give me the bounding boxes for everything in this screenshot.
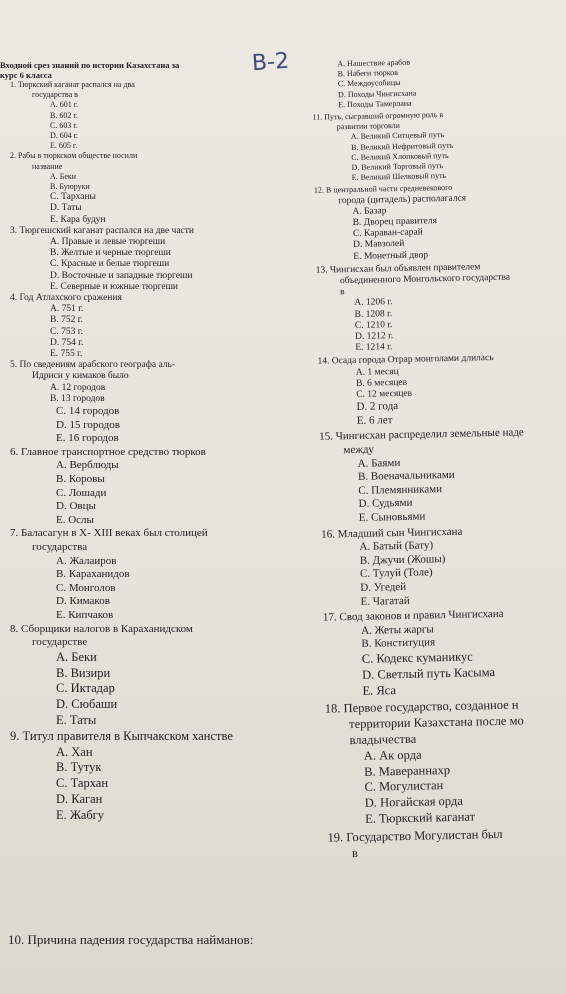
answer-option: В. Тутук xyxy=(56,760,102,775)
question-text: города (цитадель) располагался xyxy=(338,193,467,206)
answer-option: D. 604 г. xyxy=(50,131,79,140)
answer-option: В. Набеги тюрков xyxy=(337,68,399,79)
answer-option: С. Иктадар xyxy=(56,681,115,696)
question-text: 2. Рабы в тюркском обществе носили xyxy=(10,151,138,161)
answer-option: В. Коровы xyxy=(56,473,105,485)
answer-option: С. Племянниками xyxy=(358,482,443,497)
question-text: 11. Путь, сыгравший огромную роль в xyxy=(312,110,444,122)
question-text: 5. По сведениям арабского географа аль- xyxy=(10,360,175,371)
answer-option: А. Жалаиров xyxy=(56,554,117,567)
question-text: 17. Свод законов и правил Чингисхана xyxy=(322,608,504,624)
question-text: в xyxy=(340,287,345,298)
answer-option: С. Великий Хлопковый путь xyxy=(351,150,449,162)
answer-option: С. 1210 г. xyxy=(354,319,393,331)
answer-option: А. 1 месяц xyxy=(355,366,399,378)
question-text: название xyxy=(32,161,63,171)
answer-option: D. 2 года xyxy=(356,400,399,414)
question-text: 14. Осада города Отрар монголами длилась xyxy=(317,353,494,368)
answer-option: D. Восточные и западные тюргеши xyxy=(50,270,193,281)
answer-option: В. Караханидов xyxy=(56,568,130,581)
answer-option: А. Великий Ситцевый путь xyxy=(350,130,445,142)
question-10: 10. Причина падения государства найманов: xyxy=(8,932,254,947)
answer-option: Е. Кипчаков xyxy=(56,609,114,621)
answer-option: А. Верблюды xyxy=(56,459,119,472)
answer-option: D. Судьями xyxy=(358,497,413,511)
header-title: Входной срез знаний по истории Казахстана за xyxy=(0,60,180,70)
answer-option: Е. Ослы xyxy=(56,513,94,526)
answer-option: D. Мавзолей xyxy=(353,239,405,251)
answer-option: С. 603 г. xyxy=(50,120,78,130)
answer-option: Е. 16 городов xyxy=(56,432,119,445)
answer-option: D. Сюбаши xyxy=(56,697,118,712)
answer-option: Е. Таты xyxy=(56,713,97,727)
question-text: 19. Государство Могулистан был xyxy=(327,826,503,845)
answer-option: Е. 6 лет xyxy=(356,413,393,427)
answer-option: D. 15 городов xyxy=(56,418,120,431)
answer-option: В. 6 месяцев xyxy=(355,377,408,389)
answer-option: В. Джучи (Жошы) xyxy=(359,552,446,567)
answer-option: D. Походы Чингисхана xyxy=(337,88,417,99)
answer-option: D. Ногайская орда xyxy=(364,793,463,811)
answer-option: D. 1212 г. xyxy=(354,331,394,342)
answer-option: D. Каган xyxy=(56,792,103,806)
answer-option: А. Беки xyxy=(56,649,97,664)
question-text: объединенного Монгольского государства xyxy=(339,272,511,287)
answer-option: Е. Походы Тамерлана xyxy=(338,98,412,110)
answer-option: А. Правые и левые тюргеши xyxy=(50,237,166,247)
question-text: 12. В центральной части средневекового xyxy=(313,183,453,196)
question-text: между xyxy=(343,443,375,457)
question-text: территории Казахстана после мо xyxy=(349,713,524,732)
question-text: владычества xyxy=(349,731,417,748)
answer-option: С. Междоусобицы xyxy=(337,78,401,89)
answer-option: А. Баями xyxy=(357,456,401,470)
answer-option: В. Военачальниками xyxy=(357,469,455,484)
answer-option: Е. Северные и южные тюргеши xyxy=(50,281,179,292)
answer-option: Е. Монетный двор xyxy=(353,249,429,262)
answer-option: Е. Кара будун xyxy=(50,214,106,225)
question-text: 7. Баласагун в Х- XIII веках был столицей xyxy=(10,527,208,540)
answer-option: А. Жеты жаргы xyxy=(361,623,434,637)
answer-option: С. Могулистан xyxy=(364,778,444,795)
answer-option: С. Монголов xyxy=(56,581,116,594)
answer-option: D. Угедей xyxy=(360,580,407,594)
question-text: 13. Чингисхан был объявлен правителем xyxy=(315,262,481,276)
answer-option: А. Ак орда xyxy=(363,747,422,763)
answer-option: D. Таты xyxy=(50,203,82,214)
answer-option: С. Кодекс куманикус xyxy=(361,649,473,666)
question-text: государстве xyxy=(32,636,88,649)
answer-option: Е. 755 г. xyxy=(50,349,83,359)
question-text: государства xyxy=(32,541,88,553)
answer-option: А. 12 городов xyxy=(50,382,106,393)
question-text: в xyxy=(351,845,358,860)
answer-option: А. Нашествие арабов xyxy=(337,57,411,69)
question-text: 6. Главное транспортное средство тюрков xyxy=(10,445,206,458)
answer-option: Е. 605 г. xyxy=(50,141,78,151)
answer-option: В. Буюруки xyxy=(50,182,90,191)
answer-option: А. 1206 г. xyxy=(354,297,393,309)
answer-option: D. Светлый путь Касыма xyxy=(361,664,496,682)
question-text: 1. Тюркский каганат распался на два xyxy=(10,80,135,89)
answer-option: Е. Жабгу xyxy=(56,807,105,822)
answer-option: В. Великий Нефритовый путь xyxy=(350,140,454,152)
answer-option: А. 751 г. xyxy=(50,304,84,315)
answer-option: А. Батый (Бату) xyxy=(359,539,434,554)
answer-option: Е. 1214 г. xyxy=(355,342,393,354)
question-text: 4. Год Атлахского сражения xyxy=(10,293,122,303)
answer-option: Е. Великий Шелковый путь xyxy=(351,171,447,183)
answer-option: А. Беки xyxy=(50,171,77,181)
answer-option: С. Тулуй (Толе) xyxy=(359,566,433,581)
answer-option: В. 13 городов xyxy=(50,393,105,404)
answer-option: С. Тархан xyxy=(56,776,109,791)
answer-option: Е. Сыновьями xyxy=(358,510,426,524)
answer-option: С. 12 месяцев xyxy=(356,388,413,400)
answer-option: С. 14 городов xyxy=(56,405,120,417)
answer-option: А. Базар xyxy=(352,206,387,217)
answer-option: А. Хан xyxy=(56,744,93,759)
question-text: 18. Первое государство, созданное н xyxy=(324,697,519,717)
question-text: 16. Младший сын Чингисхана xyxy=(321,525,463,541)
question-text: 15. Чингисхан распределил земельные наде xyxy=(319,426,524,444)
answer-option: В. 752 г. xyxy=(50,315,83,326)
question-text: государства в xyxy=(32,90,78,100)
question-text: 9. Титул правителя в Кыпчакском ханстве xyxy=(10,728,233,743)
answer-option: D. 754 г. xyxy=(50,337,84,348)
answer-option: С. Лошади xyxy=(56,486,107,499)
answer-option: В. 1208 г. xyxy=(354,308,393,320)
answer-option: В. Конституция xyxy=(361,636,436,651)
answer-option: В. Визири xyxy=(56,665,111,680)
question-text: 3. Тюргешский каганат распался на две части xyxy=(10,225,194,236)
handwritten-variant: В-2 xyxy=(251,48,290,77)
header-subtitle: курс 6 класса xyxy=(0,70,52,80)
answer-option: А. 601 г. xyxy=(50,100,79,110)
question-text: развитии торговли xyxy=(336,121,400,132)
answer-option: D. Овцы xyxy=(56,500,96,513)
answer-option: В. Желтые и черные тюргеши xyxy=(50,248,171,259)
question-text: 8. Сборщики налогов в Караханидском xyxy=(10,622,193,635)
answer-option: В. Мавераннахр xyxy=(364,762,451,779)
answer-option: D. Кимаков xyxy=(56,595,110,608)
answer-option: В. 602 г. xyxy=(50,110,78,120)
answer-option: С. Красные и белые тюргеши xyxy=(50,259,170,270)
answer-option: С. Тарханы xyxy=(50,192,96,203)
answer-option: Е. Чагатай xyxy=(360,594,410,608)
answer-option: В. Дворец правителя xyxy=(352,216,438,228)
answer-option: С. Караван-сарай xyxy=(352,227,423,240)
answer-option: Е. Яса xyxy=(362,682,397,698)
answer-option: D. Великий Торговый путь xyxy=(351,161,444,172)
answer-option: С. 753 г. xyxy=(50,326,83,337)
question-text: Идриси у кимаков было xyxy=(32,371,129,382)
answer-option: Е. Тюркский каганат xyxy=(365,809,476,826)
